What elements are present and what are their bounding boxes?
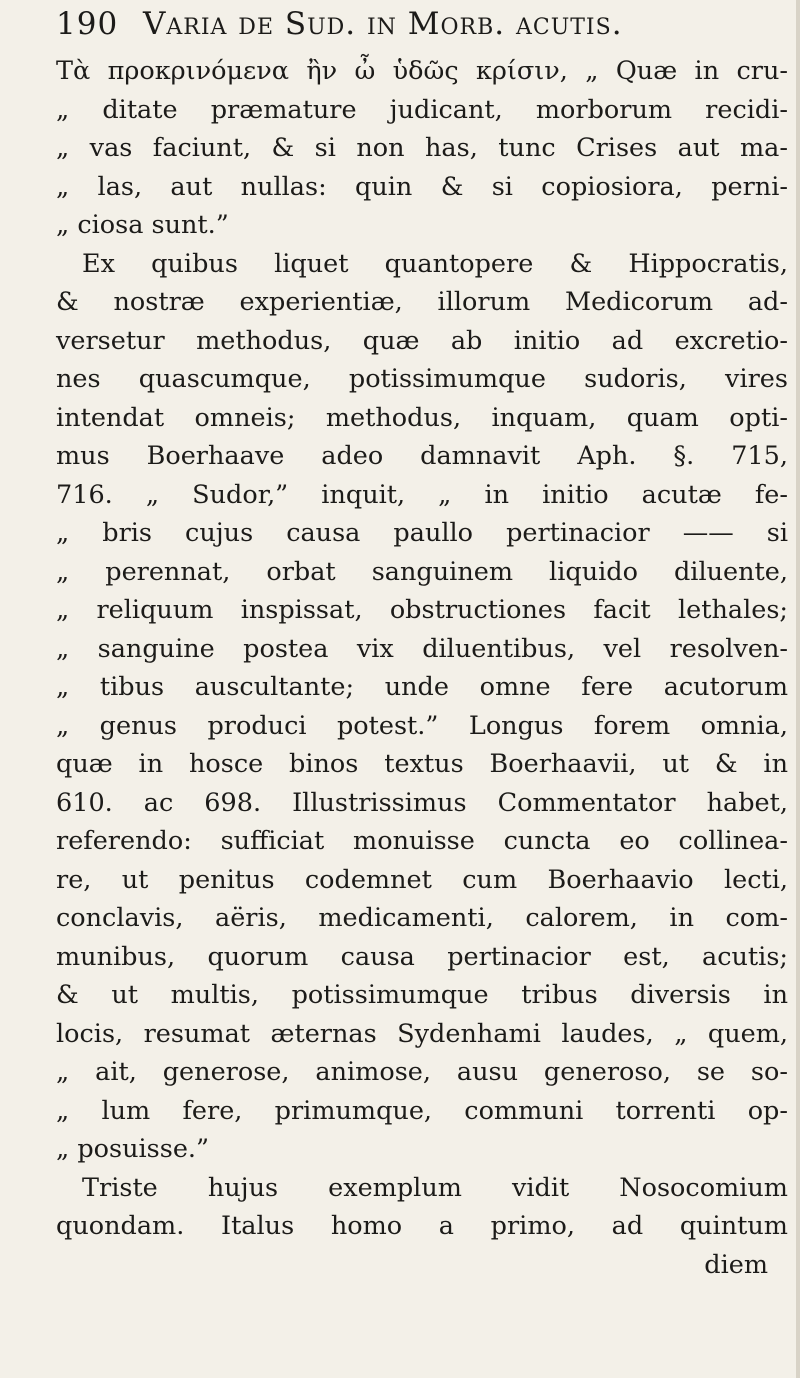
page-edge [796,0,800,1378]
text-line: & nostræ experientiæ, illorum Medicorum ad- [56,287,788,317]
text-line: „ sanguine postea vix diluentibus, vel resolven- [56,633,788,664]
text-line: nes quascumque, potissimumque sudoris, vires [56,364,788,394]
text-line: locis, resumat æternas Sydenhami laudes, „ quem, [56,1018,788,1049]
text-line: „ posuisse.” [56,1134,210,1164]
text-line: quondam. Italus homo a primo, ad quintum [56,1211,788,1241]
text-line: 716. „ Sudor,” inquit, „ in initio acutæ fe- [56,479,788,510]
text-line: intendat omneis; methodus, inquam, quam opti- [56,402,788,433]
text-line: munibus, quorum causa pertinacior est, acutis; [56,941,788,972]
text-line: 610. ac 698. Illustrissimus Commentator habet, [56,787,788,818]
text-line: & ut multis, potissimumque tribus diversis in [56,980,788,1010]
page-number: 190 [56,6,119,42]
text-line: „ perennat, orbat sanguinem liquido diluente, [56,556,788,587]
text-line: mus Boerhaave adeo damnavit Aph. §. 715, [56,441,788,471]
text-line: quæ in hosce binos textus Boerhaavii, ut & in [56,749,788,779]
text-line: „ ciosa sunt.” [56,210,229,240]
text-line: „ ditate præmature judicant, morborum recidi- [56,94,788,125]
text-line: „ ait, generose, animose, ausu generoso, se so- [56,1057,788,1087]
text-line: re, ut penitus codemnet cum Boerhaavio lecti, [56,864,788,895]
text-line: conclavis, aëris, medicamenti, calorem, in com- [56,903,788,933]
text-line: „ las, aut nullas: quin & si copiosiora, perni- [56,171,788,202]
text-line: Τὰ προκρινόμενα ἢν ὦ ὑδῶς κρίσιν, „ Quæ in cru- [56,56,788,86]
catchword: diem [704,1249,768,1280]
text-line: „ lum fere, primumque, communi torrenti op- [56,1095,788,1126]
running-header [56,6,760,50]
text-line: referendo: sufficiat monuisse cuncta eo collinea- [56,826,788,856]
running-title: Varia de Sud. in Morb. acutis. [143,6,623,42]
text-line: „ genus produci potest.” Longus forem omnia, [56,710,788,741]
text-line: Triste hujus exemplum vidit Nosocomium [82,1172,788,1203]
text-line: versetur methodus, quæ ab initio ad excretio- [56,325,788,356]
text-line: „ vas faciunt, & si non has, tunc Crises aut ma- [56,133,788,163]
text-line: „ tibus auscultante; unde omne fere acutorum [56,672,788,702]
text-line: Ex quibus liquet quantopere & Hippocratis, [82,248,788,279]
text-line: „ bris cujus causa paullo pertinacior —— si [56,518,788,548]
body-text [56,52,788,1284]
text-line: „ reliquum inspissat, obstructiones facit lethales; [56,595,788,625]
